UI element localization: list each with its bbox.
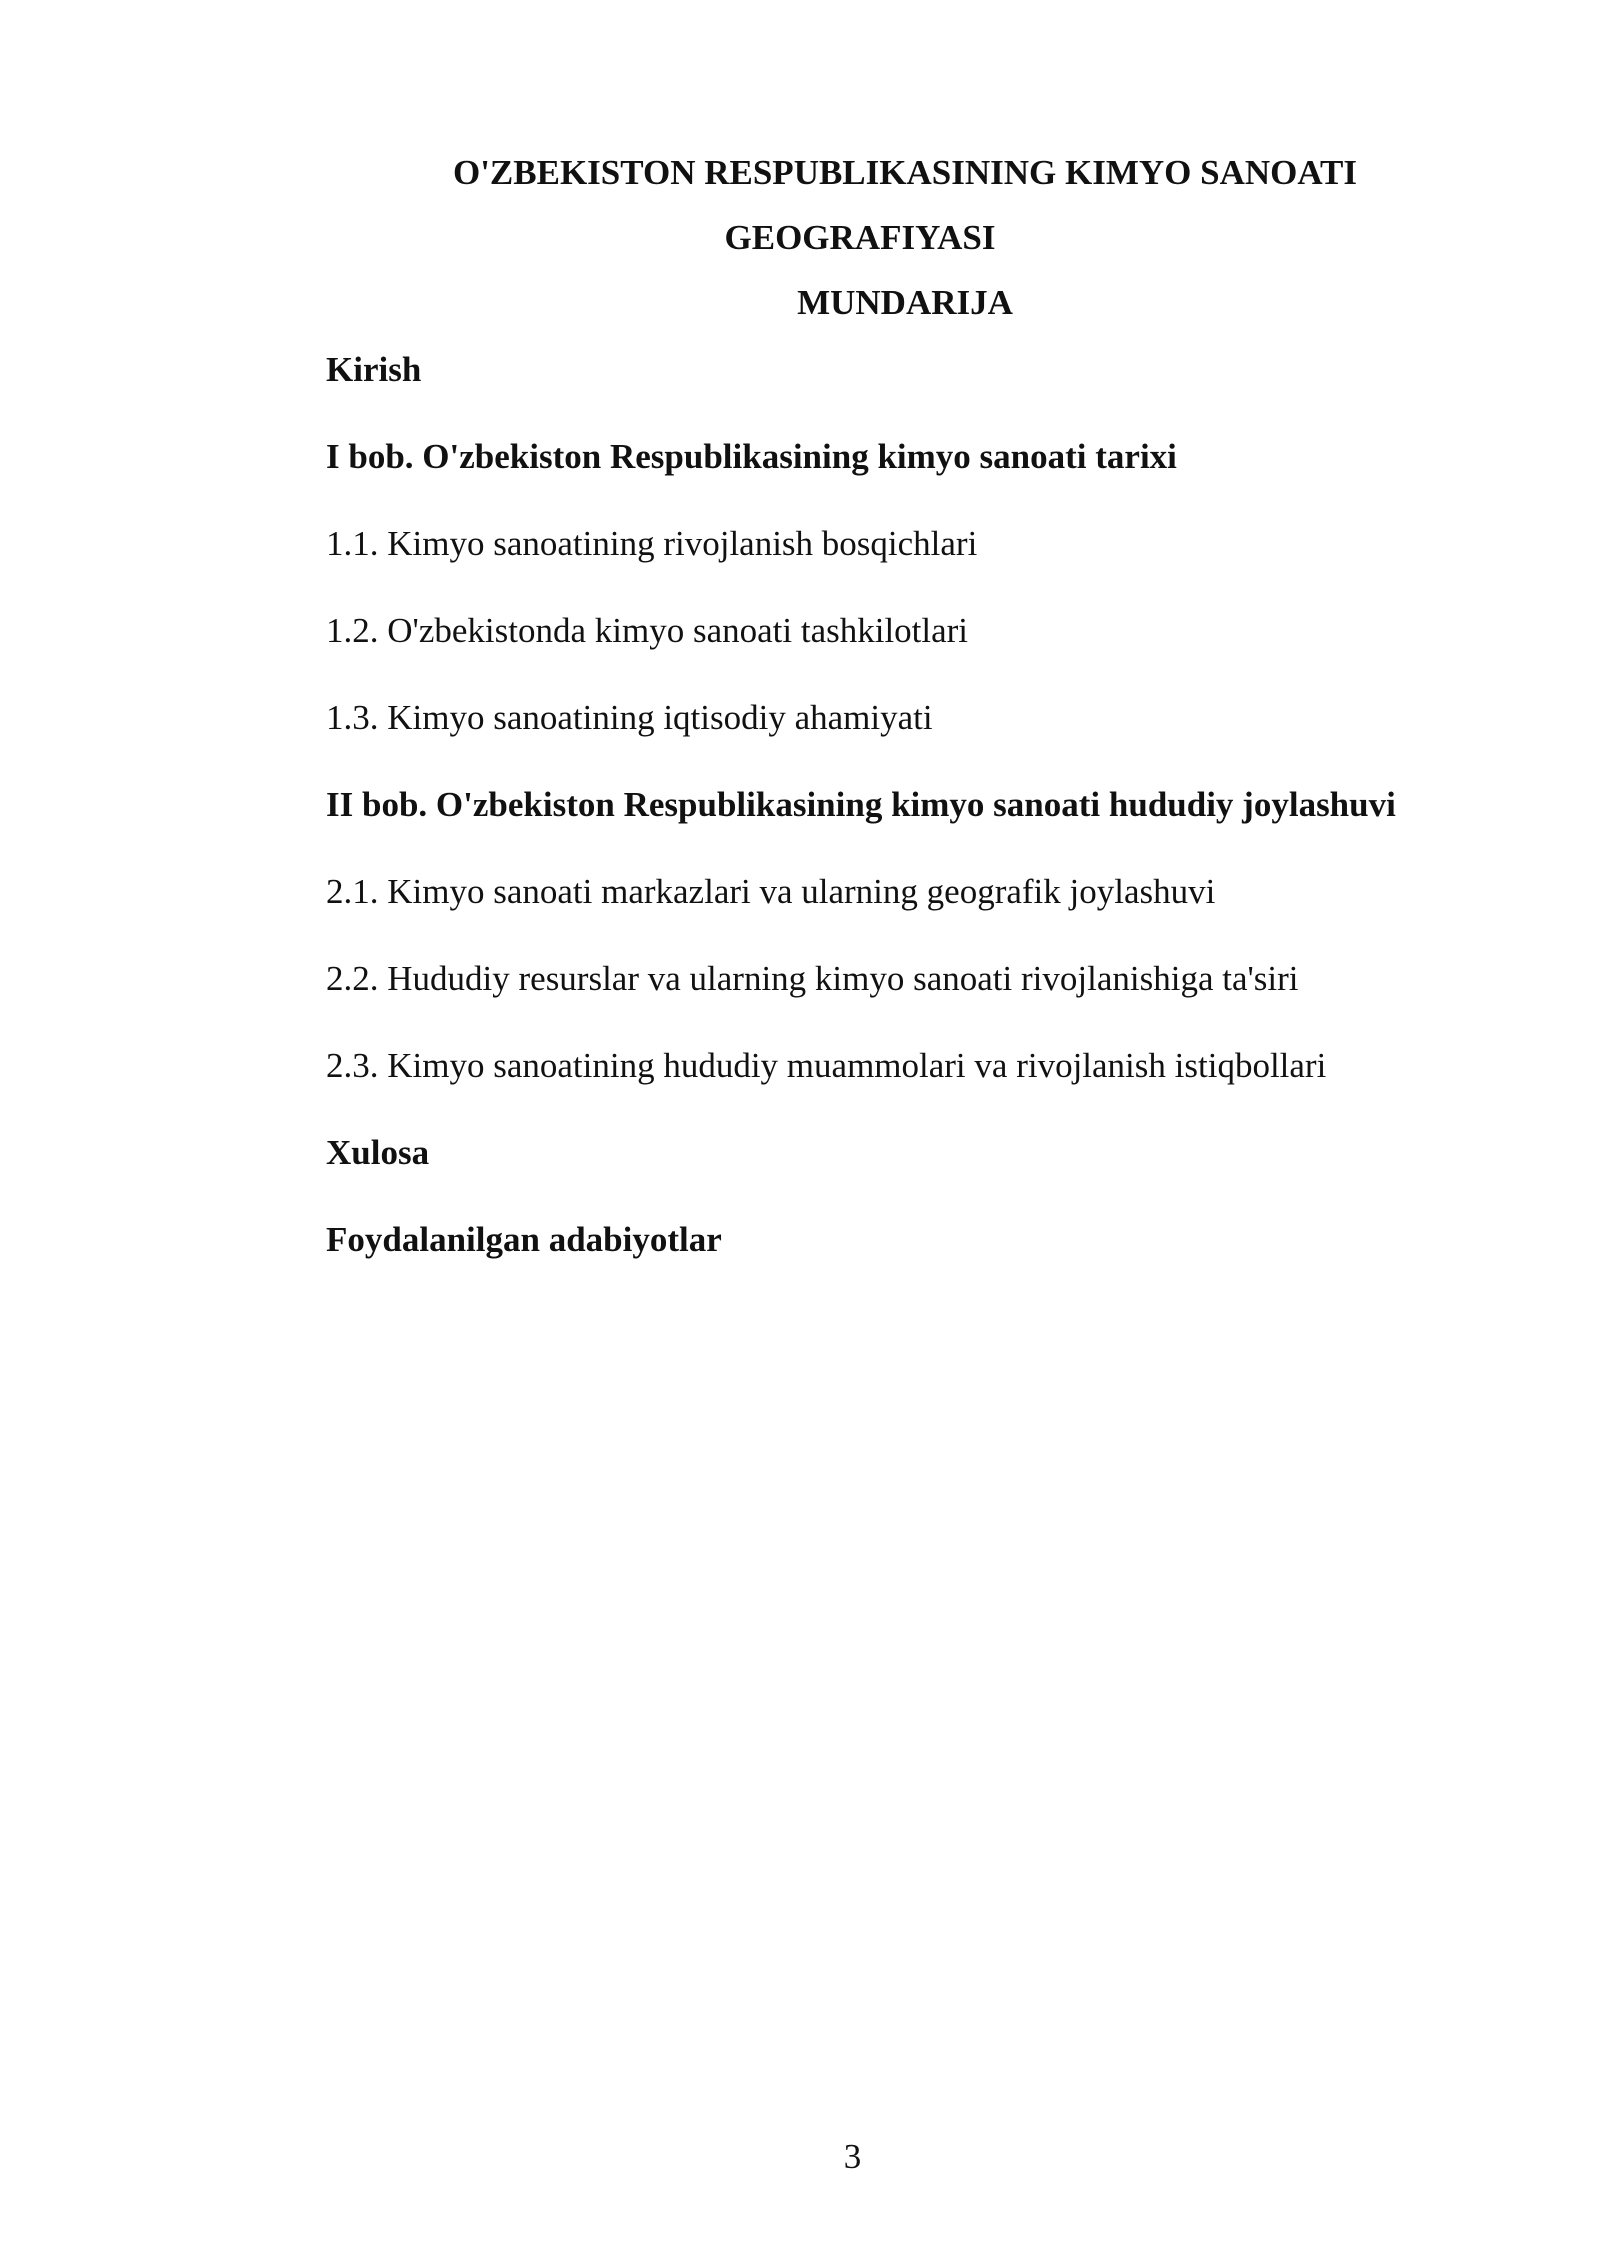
document-title-line-1: O'ZBEKISTON RESPUBLIKASINING KIMYO SANOATI	[452, 153, 1358, 192]
page-number: 3	[843, 2137, 862, 2176]
toc-item-section-2-1: 2.1. Kimyo sanoati markazlari va ularning geografik joylashuvi	[326, 872, 1216, 911]
toc-item-chapter-2: II bob. O'zbekiston Respublikasining kimyo sanoati hududiy joylashuvi	[326, 785, 1396, 824]
toc-item-section-1-3: 1.3. Kimyo sanoatining iqtisodiy ahamiyati	[326, 698, 933, 737]
toc-item-section-2-2: 2.2. Hududiy resurslar va ularning kimyo sanoati rivojlanishiga ta'siri	[326, 959, 1299, 998]
toc-item-section-1-1: 1.1. Kimyo sanoatining rivojlanish bosqichlari	[326, 524, 978, 563]
contents-heading: MUNDARIJA	[797, 283, 1013, 322]
toc-item-references: Foydalanilgan adabiyotlar	[326, 1220, 722, 1259]
toc-item-introduction: Kirish	[326, 350, 422, 389]
document-title-line-2: GEOGRAFIYASI	[724, 218, 996, 257]
toc-item-conclusion: Xulosa	[326, 1133, 430, 1172]
toc-item-section-2-3: 2.3. Kimyo sanoatining hududiy muammolari va rivojlanish istiqbollari	[326, 1046, 1327, 1085]
toc-item-chapter-1: I bob. O'zbekiston Respublikasining kimyo sanoati tarixi	[326, 437, 1177, 476]
table-of-contents	[326, 344, 1576, 1301]
toc-item-section-1-2: 1.2. O'zbekistonda kimyo sanoati tashkilotlari	[326, 611, 969, 650]
